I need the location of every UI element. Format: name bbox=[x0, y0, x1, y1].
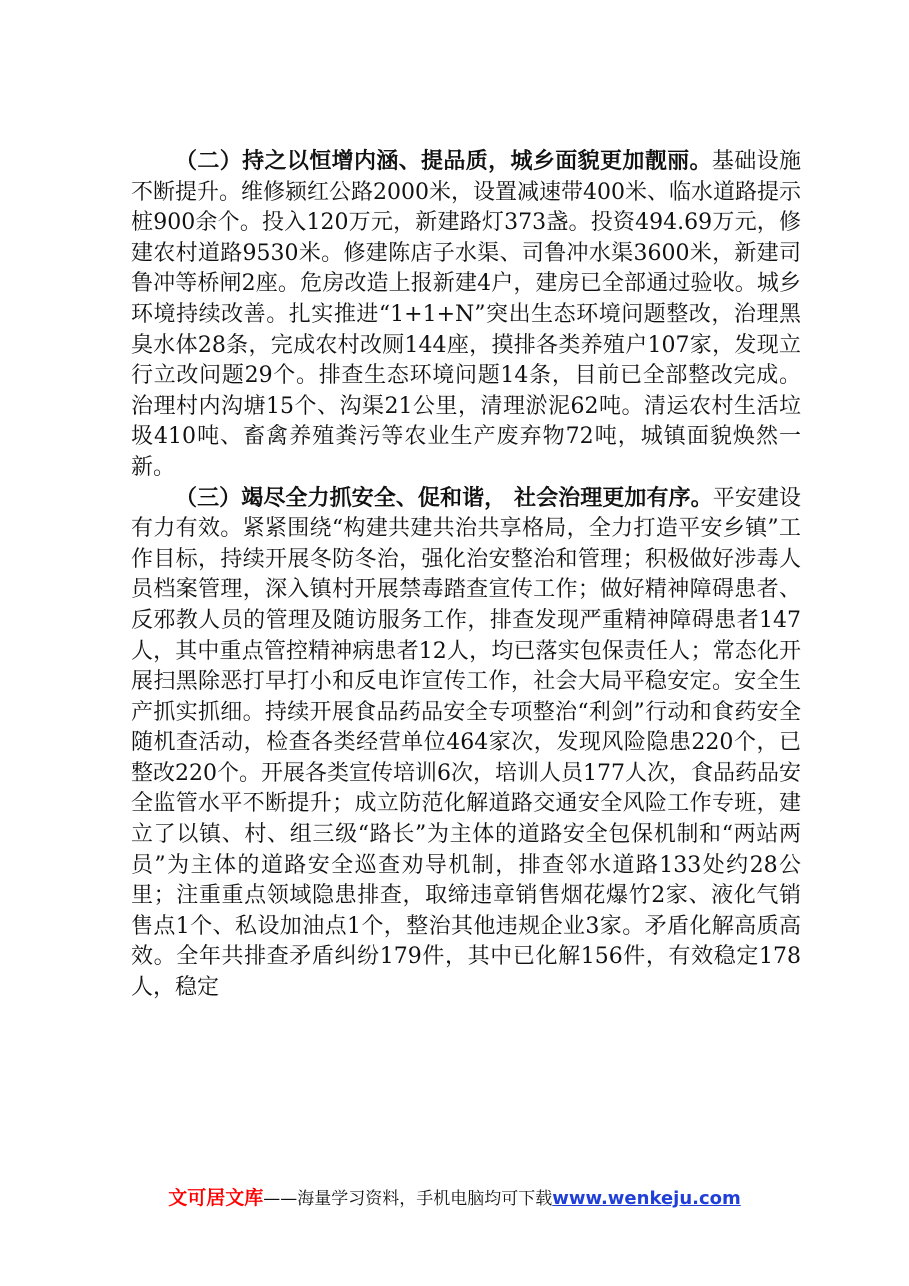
document-body bbox=[131, 147, 801, 1004]
footer-slogan: ——海量学习资料，手机电脑均可下载 bbox=[263, 1189, 553, 1209]
paragraph-heading: （三）竭尽全力抓安全、促和谐， 社会治理更加有序。 bbox=[175, 485, 713, 511]
footer-url-link[interactable]: www.wenkeju.com bbox=[552, 1188, 741, 1209]
paragraph-text: 基础设施不断提升。维修颍红公路2000米，设置减速带400米、临水道路提示桩900余个。投入120万元，新建路灯373盏。投资494.69万元，修建农村道路9530米。修建陈店子水渠、司鲁冲水渠3600米，新建司鲁冲等桥闸2座。危房改造上报新建4户，建房已全部通过验收。城乡环境持续改善。扎实推进“1+1+N”突出生态环境问题整改，治理黑臭水体28条，完成农村改厕144座，摸排各类养殖户107家，发现立行立改问题29个。排查生态环境问题14条，目前已全部整改完成。治理村内沟塘15个、沟渠21公里，清理淤泥62吨。清运农村生活垃圾410吨、畜禽养殖粪污等农业生产废弃物72吨，城镇面貌焕然一新。 bbox=[131, 149, 801, 480]
paragraph-text: 平安建设有力有效。紧紧围绕“构建共建共治共享格局，全力打造平安乡镇”工作目标，持续开展冬防冬治，强化治安整治和管理；积极做好涉毒人员档案管理，深入镇村开展禁毒踏查宣传工作；做好精神障碍患者、反邪教人员的管理及随访服务工作，排查发现严重精神障碍患者147人，其中重点管控精神病患者12人，均已落实包保责任人；常态化开展扫黑除恶打早打小和反电诈宣传工作，社会大局平稳安定。安全生产抓实抓细。持续开展食品药品安全专项整治“利剑”行动和食药安全随机查活动，检查各类经营单位464家次，发现风险隐患220个，已整改220个。开展各类宣传培训6次，培训人员177人次，食品药品安全监管水平不断提升；成立防范化解道路交通安全风险工作专班，建立了以镇、村、组三级“路长”为主体的道路安全包保机制和“两站两员”为主体的道路安全巡查劝导机制，排查邻水道路133处约28公里；注重重点领域隐患排查，取缔违章销售烟花爆竹2家、液化气销售点1个、私设加油点1个，整治其他违规企业3家。矛盾化解高质高效。全年共排查矛盾纠纷179件，其中已化解156件，有效稳定178人，稳定 bbox=[131, 485, 801, 1001]
paragraph-heading: （二）持之以恒增内涵、提品质，城乡面貌更加靓丽。 bbox=[175, 149, 712, 174]
paragraph-social-governance bbox=[131, 484, 801, 1004]
paragraph-urban-rural bbox=[131, 147, 801, 484]
footer-banner bbox=[0, 1183, 909, 1210]
footer-brand: 文可居文库 bbox=[168, 1187, 264, 1209]
